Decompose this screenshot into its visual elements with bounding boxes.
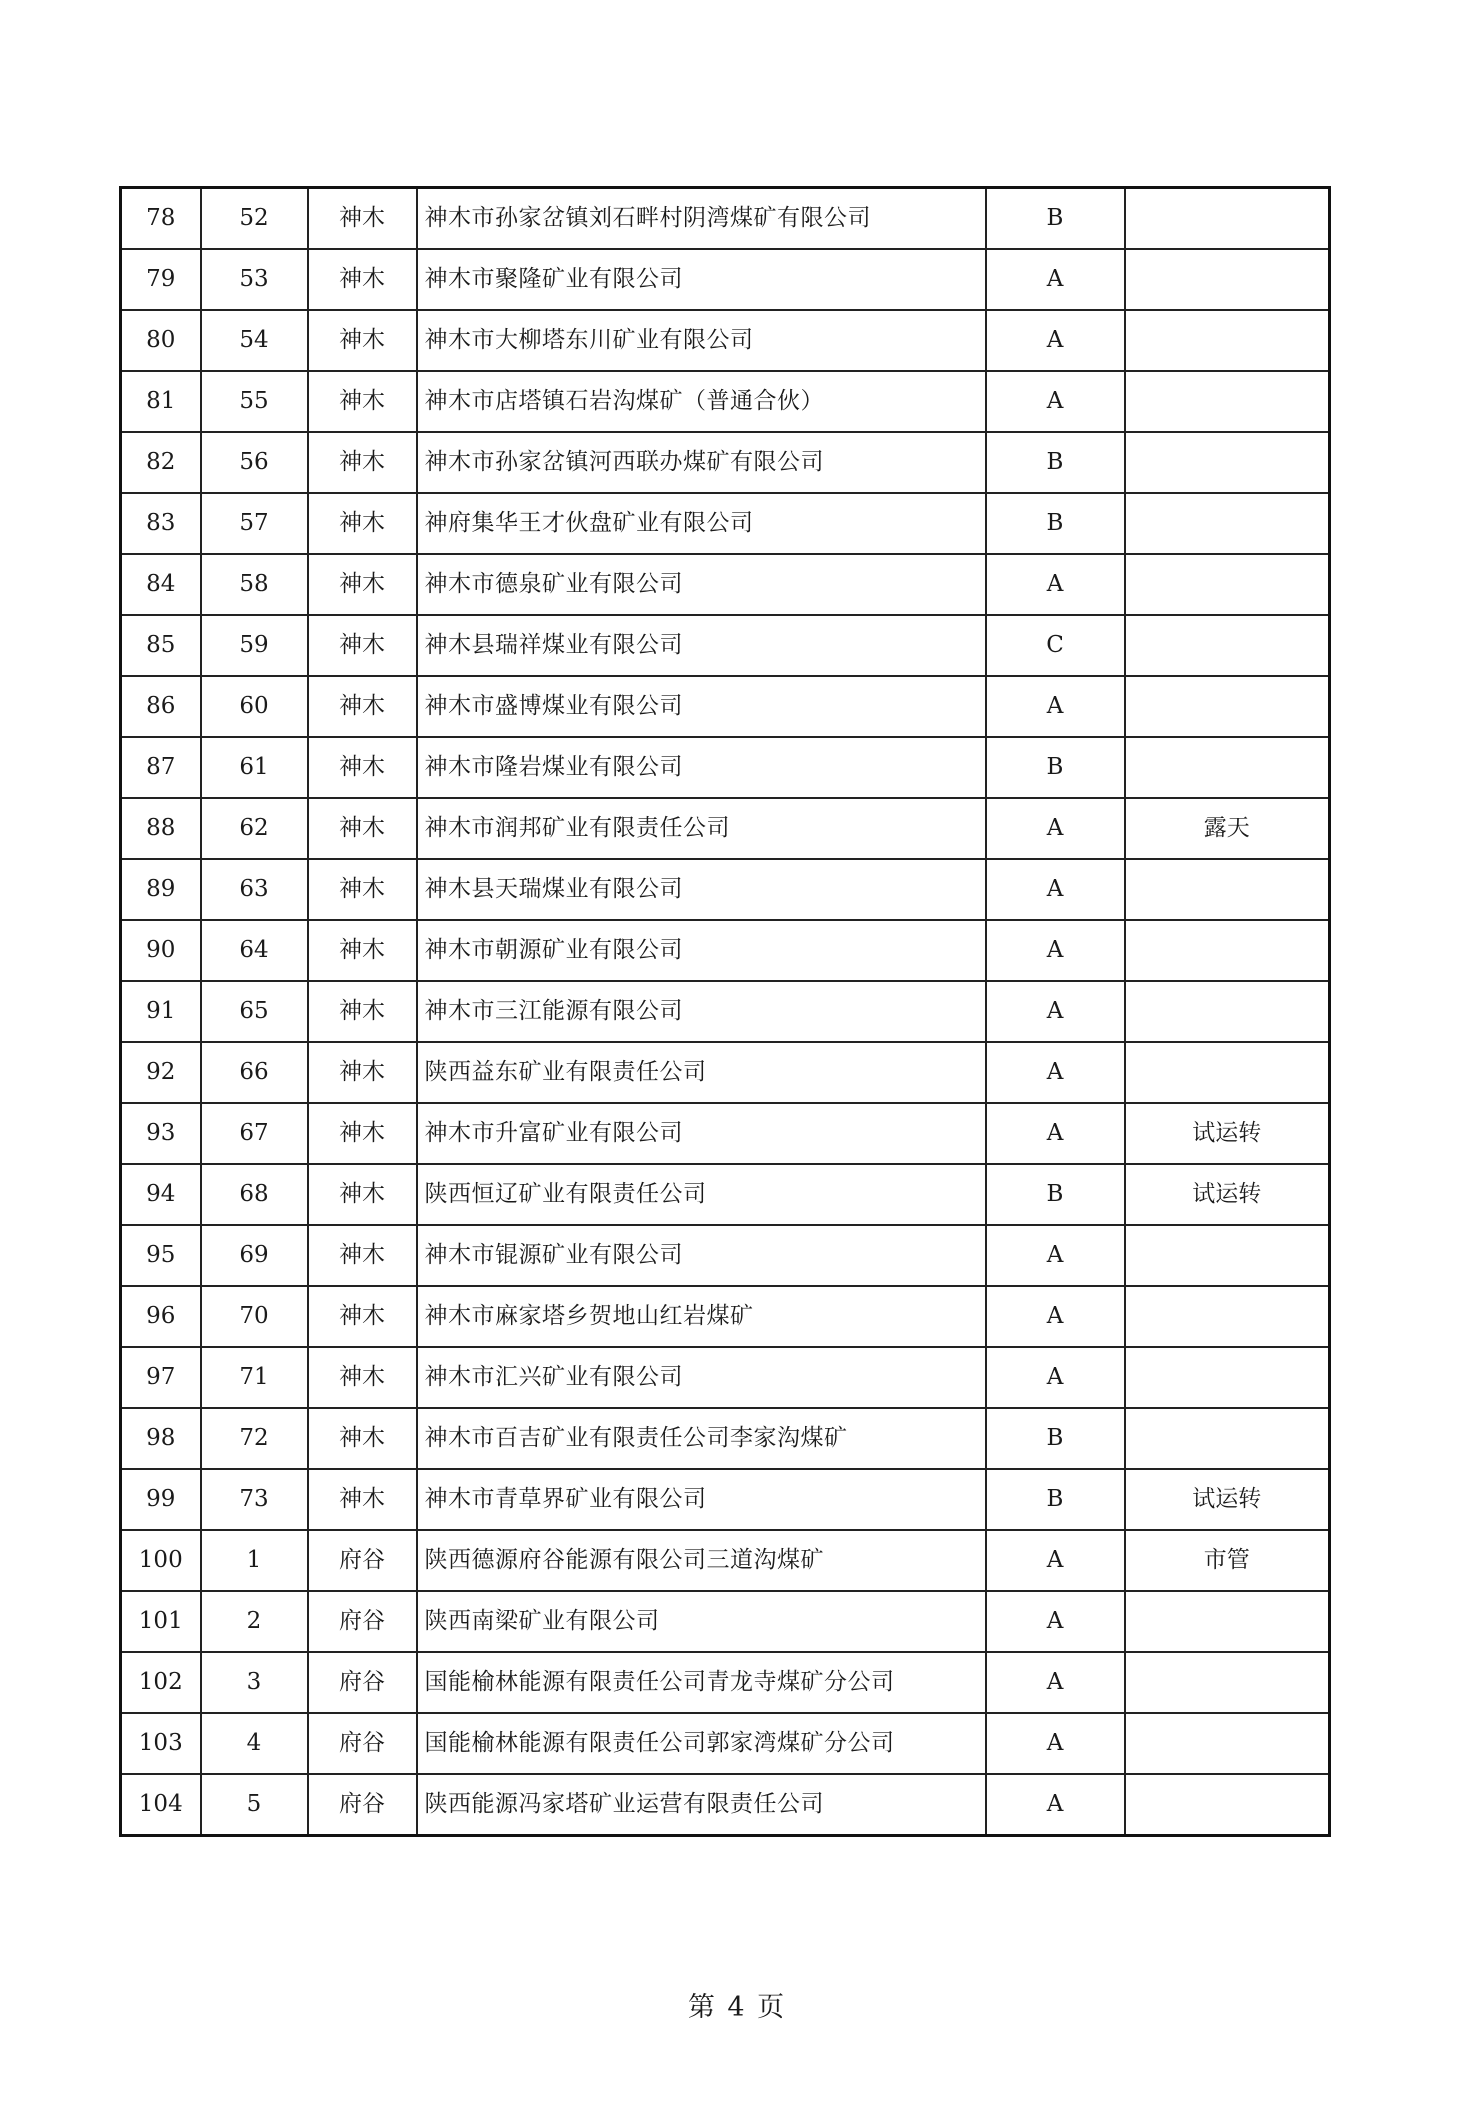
cell-sub-seq: 61 <box>201 737 308 798</box>
page-number: 第 4 页 <box>687 1992 787 2023</box>
table-body <box>121 188 1330 1836</box>
cell-note <box>1125 1286 1330 1347</box>
cell-sub-seq: 2 <box>201 1591 308 1652</box>
cell-county: 府谷 <box>308 1652 417 1713</box>
cell-sub-seq: 63 <box>201 859 308 920</box>
table-row <box>121 1042 1330 1103</box>
cell-county: 神木 <box>308 432 417 493</box>
cell-grade: A <box>986 1591 1125 1652</box>
cell-sub-seq: 73 <box>201 1469 308 1530</box>
cell-sub-seq: 70 <box>201 1286 308 1347</box>
cell-county: 府谷 <box>308 1530 417 1591</box>
cell-county: 神木 <box>308 859 417 920</box>
cell-company: 神木市德泉矿业有限公司 <box>417 554 986 615</box>
cell-note <box>1125 188 1330 250</box>
cell-grade: B <box>986 1164 1125 1225</box>
cell-county: 神木 <box>308 1103 417 1164</box>
cell-sub-seq: 72 <box>201 1408 308 1469</box>
cell-company: 陕西恒辽矿业有限责任公司 <box>417 1164 986 1225</box>
table-row <box>121 798 1330 859</box>
cell-sub-seq: 60 <box>201 676 308 737</box>
cell-company: 神木市锟源矿业有限公司 <box>417 1225 986 1286</box>
cell-seq: 102 <box>121 1652 201 1713</box>
cell-seq: 104 <box>121 1774 201 1836</box>
cell-grade: C <box>986 615 1125 676</box>
table-row <box>121 1225 1330 1286</box>
cell-county: 神木 <box>308 554 417 615</box>
table-row <box>121 615 1330 676</box>
cell-note <box>1125 493 1330 554</box>
cell-county: 神木 <box>308 310 417 371</box>
cell-grade: A <box>986 1774 1125 1836</box>
cell-seq: 101 <box>121 1591 201 1652</box>
cell-grade: A <box>986 1652 1125 1713</box>
cell-grade: A <box>986 249 1125 310</box>
cell-company: 神木市汇兴矿业有限公司 <box>417 1347 986 1408</box>
cell-sub-seq: 67 <box>201 1103 308 1164</box>
cell-county: 神木 <box>308 1164 417 1225</box>
cell-grade: B <box>986 432 1125 493</box>
table-row <box>121 737 1330 798</box>
cell-seq: 86 <box>121 676 201 737</box>
cell-county: 神木 <box>308 249 417 310</box>
cell-note <box>1125 1347 1330 1408</box>
cell-seq: 98 <box>121 1408 201 1469</box>
cell-grade: A <box>986 1713 1125 1774</box>
cell-grade: B <box>986 493 1125 554</box>
table-row <box>121 493 1330 554</box>
cell-county: 神木 <box>308 371 417 432</box>
cell-note: 露天 <box>1125 798 1330 859</box>
cell-note <box>1125 554 1330 615</box>
cell-note <box>1125 1652 1330 1713</box>
cell-company: 国能榆林能源有限责任公司青龙寺煤矿分公司 <box>417 1652 986 1713</box>
cell-company: 神木市润邦矿业有限责任公司 <box>417 798 986 859</box>
table-row <box>121 1347 1330 1408</box>
cell-sub-seq: 62 <box>201 798 308 859</box>
cell-seq: 78 <box>121 188 201 250</box>
cell-seq: 94 <box>121 1164 201 1225</box>
cell-seq: 93 <box>121 1103 201 1164</box>
cell-grade: B <box>986 1469 1125 1530</box>
cell-sub-seq: 3 <box>201 1652 308 1713</box>
cell-county: 神木 <box>308 737 417 798</box>
cell-county: 府谷 <box>308 1774 417 1836</box>
cell-seq: 99 <box>121 1469 201 1530</box>
cell-county: 神木 <box>308 1408 417 1469</box>
cell-seq: 91 <box>121 981 201 1042</box>
cell-note <box>1125 1591 1330 1652</box>
cell-sub-seq: 53 <box>201 249 308 310</box>
cell-sub-seq: 54 <box>201 310 308 371</box>
cell-note <box>1125 1408 1330 1469</box>
cell-seq: 95 <box>121 1225 201 1286</box>
cell-seq: 87 <box>121 737 201 798</box>
cell-grade: A <box>986 981 1125 1042</box>
cell-note <box>1125 920 1330 981</box>
cell-county: 神木 <box>308 798 417 859</box>
table-row <box>121 1713 1330 1774</box>
cell-sub-seq: 71 <box>201 1347 308 1408</box>
cell-county: 神木 <box>308 188 417 250</box>
cell-county: 神木 <box>308 1225 417 1286</box>
cell-company: 陕西益东矿业有限责任公司 <box>417 1042 986 1103</box>
cell-sub-seq: 66 <box>201 1042 308 1103</box>
cell-county: 神木 <box>308 920 417 981</box>
cell-grade: A <box>986 371 1125 432</box>
cell-company: 神木市店塔镇石岩沟煤矿（普通合伙） <box>417 371 986 432</box>
cell-company: 神木市盛博煤业有限公司 <box>417 676 986 737</box>
cell-grade: A <box>986 1347 1125 1408</box>
cell-company: 陕西能源冯家塔矿业运营有限责任公司 <box>417 1774 986 1836</box>
cell-note <box>1125 1713 1330 1774</box>
cell-company: 神木市孙家岔镇河西联办煤矿有限公司 <box>417 432 986 493</box>
cell-grade: A <box>986 798 1125 859</box>
table-row <box>121 1469 1330 1530</box>
cell-sub-seq: 55 <box>201 371 308 432</box>
table-row <box>121 1652 1330 1713</box>
cell-sub-seq: 4 <box>201 1713 308 1774</box>
table-row <box>121 1530 1330 1591</box>
cell-grade: A <box>986 310 1125 371</box>
cell-county: 神木 <box>308 1347 417 1408</box>
table-row <box>121 188 1330 250</box>
cell-seq: 81 <box>121 371 201 432</box>
cell-seq: 90 <box>121 920 201 981</box>
cell-company: 神木市青草界矿业有限公司 <box>417 1469 986 1530</box>
cell-company: 神木市朝源矿业有限公司 <box>417 920 986 981</box>
cell-grade: A <box>986 1042 1125 1103</box>
cell-seq: 89 <box>121 859 201 920</box>
cell-note <box>1125 1225 1330 1286</box>
cell-company: 陕西南梁矿业有限公司 <box>417 1591 986 1652</box>
cell-grade: B <box>986 1408 1125 1469</box>
table-row <box>121 859 1330 920</box>
cell-note: 试运转 <box>1125 1164 1330 1225</box>
table-row <box>121 432 1330 493</box>
cell-grade: B <box>986 737 1125 798</box>
cell-grade: A <box>986 1103 1125 1164</box>
cell-note <box>1125 249 1330 310</box>
cell-seq: 83 <box>121 493 201 554</box>
cell-grade: A <box>986 1225 1125 1286</box>
cell-note <box>1125 371 1330 432</box>
cell-seq: 85 <box>121 615 201 676</box>
cell-company: 神木市升富矿业有限公司 <box>417 1103 986 1164</box>
table-row <box>121 249 1330 310</box>
table-row <box>121 371 1330 432</box>
cell-seq: 97 <box>121 1347 201 1408</box>
cell-company: 神木市麻家塔乡贺地山红岩煤矿 <box>417 1286 986 1347</box>
cell-note <box>1125 737 1330 798</box>
cell-sub-seq: 69 <box>201 1225 308 1286</box>
cell-company: 陕西德源府谷能源有限公司三道沟煤矿 <box>417 1530 986 1591</box>
coal-mine-table <box>119 186 1331 1837</box>
table-row <box>121 554 1330 615</box>
cell-company: 神府集华王才伙盘矿业有限公司 <box>417 493 986 554</box>
cell-company: 神木市百吉矿业有限责任公司李家沟煤矿 <box>417 1408 986 1469</box>
cell-grade: A <box>986 1286 1125 1347</box>
cell-seq: 96 <box>121 1286 201 1347</box>
cell-sub-seq: 5 <box>201 1774 308 1836</box>
cell-grade: A <box>986 554 1125 615</box>
cell-sub-seq: 52 <box>201 188 308 250</box>
cell-county: 神木 <box>308 493 417 554</box>
cell-note: 试运转 <box>1125 1103 1330 1164</box>
table-row <box>121 920 1330 981</box>
cell-company: 神木市三江能源有限公司 <box>417 981 986 1042</box>
table-row <box>121 1408 1330 1469</box>
cell-seq: 92 <box>121 1042 201 1103</box>
cell-note: 试运转 <box>1125 1469 1330 1530</box>
cell-note <box>1125 1774 1330 1836</box>
cell-county: 神木 <box>308 981 417 1042</box>
cell-sub-seq: 58 <box>201 554 308 615</box>
cell-county: 府谷 <box>308 1713 417 1774</box>
cell-sub-seq: 59 <box>201 615 308 676</box>
cell-sub-seq: 65 <box>201 981 308 1042</box>
cell-county: 神木 <box>308 1469 417 1530</box>
cell-company: 神木市孙家岔镇刘石畔村阴湾煤矿有限公司 <box>417 188 986 250</box>
cell-note <box>1125 615 1330 676</box>
cell-note <box>1125 432 1330 493</box>
cell-grade: A <box>986 859 1125 920</box>
cell-seq: 100 <box>121 1530 201 1591</box>
table-row <box>121 1591 1330 1652</box>
table-row <box>121 1164 1330 1225</box>
cell-county: 神木 <box>308 1286 417 1347</box>
cell-grade: A <box>986 920 1125 981</box>
cell-note <box>1125 676 1330 737</box>
cell-company: 神木县瑞祥煤业有限公司 <box>417 615 986 676</box>
cell-county: 神木 <box>308 1042 417 1103</box>
cell-seq: 82 <box>121 432 201 493</box>
cell-note <box>1125 859 1330 920</box>
cell-seq: 79 <box>121 249 201 310</box>
cell-company: 神木市大柳塔东川矿业有限公司 <box>417 310 986 371</box>
table-row <box>121 1286 1330 1347</box>
cell-seq: 103 <box>121 1713 201 1774</box>
cell-note <box>1125 310 1330 371</box>
cell-county: 神木 <box>308 615 417 676</box>
cell-note: 市管 <box>1125 1530 1330 1591</box>
cell-county: 府谷 <box>308 1591 417 1652</box>
cell-seq: 88 <box>121 798 201 859</box>
table-row <box>121 676 1330 737</box>
table-row <box>121 981 1330 1042</box>
cell-sub-seq: 56 <box>201 432 308 493</box>
table-row <box>121 1774 1330 1836</box>
table-row <box>121 310 1330 371</box>
cell-company: 国能榆林能源有限责任公司郭家湾煤矿分公司 <box>417 1713 986 1774</box>
cell-sub-seq: 68 <box>201 1164 308 1225</box>
cell-company: 神木市隆岩煤业有限公司 <box>417 737 986 798</box>
table-row <box>121 1103 1330 1164</box>
cell-sub-seq: 57 <box>201 493 308 554</box>
cell-grade: B <box>986 188 1125 250</box>
cell-seq: 84 <box>121 554 201 615</box>
cell-sub-seq: 1 <box>201 1530 308 1591</box>
cell-company: 神木县天瑞煤业有限公司 <box>417 859 986 920</box>
cell-note <box>1125 981 1330 1042</box>
cell-grade: A <box>986 1530 1125 1591</box>
cell-seq: 80 <box>121 310 201 371</box>
cell-note <box>1125 1042 1330 1103</box>
cell-county: 神木 <box>308 676 417 737</box>
cell-company: 神木市聚隆矿业有限公司 <box>417 249 986 310</box>
cell-sub-seq: 64 <box>201 920 308 981</box>
cell-grade: A <box>986 676 1125 737</box>
